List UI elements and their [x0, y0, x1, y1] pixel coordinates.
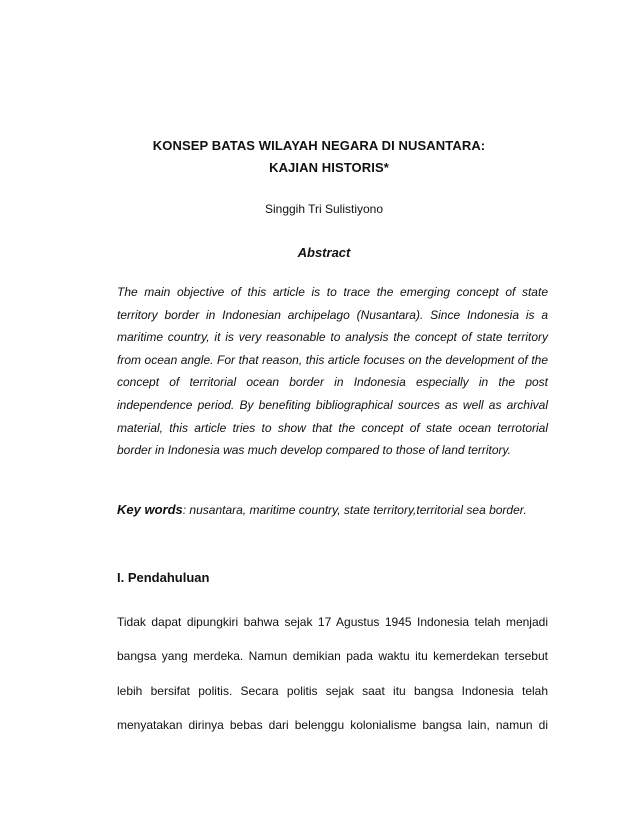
paper-title-line-1: KONSEP BATAS WILAYAH NEGARA DI NUSANTARA:	[152, 138, 486, 153]
keywords-label: Key words	[117, 502, 183, 517]
keywords-line	[117, 502, 557, 517]
abstract-paragraph: The main objective of this article is to trace the emerging concept of state territory border in Indonesian archipelago (Nusantara). Since Indonesia is a maritime country, it is very reasonable to analysis the concept of state territory from ocean angle. For that reason, this article focuses on the development of the concept of territorial ocean border in Indonesia especially in the post independence period. By benefiting bibliographical sources as well as archival material, this article tries to show that the concept of state ocean terrotorial border in Indonesia was much develop compared to those of land territory.	[117, 285, 548, 458]
section-heading-pendahuluan: I. Pendahuluan	[117, 570, 210, 585]
abstract-heading: Abstract	[297, 245, 351, 260]
keywords-list: : nusantara, maritime country, state territory,territorial sea border.	[182, 503, 527, 517]
author-name: Singgih Tri Sulistiyono	[264, 202, 384, 216]
paper-title-line-2: KAJIAN HISTORIS*	[269, 160, 389, 175]
intro-paragraph: Tidak dapat dipungkiri bahwa sejak 17 Agustus 1945 Indonesia telah menjadi bangsa yang merdeka. Namun demikian pada waktu itu kemerdekan tersebut lebih bersifat politis. Secara politis sejak saat itu bangsa Indonesia telah menyatakan dirinya bebas dari belenggu kolonialisme bangsa lain, namun di	[117, 615, 548, 733]
